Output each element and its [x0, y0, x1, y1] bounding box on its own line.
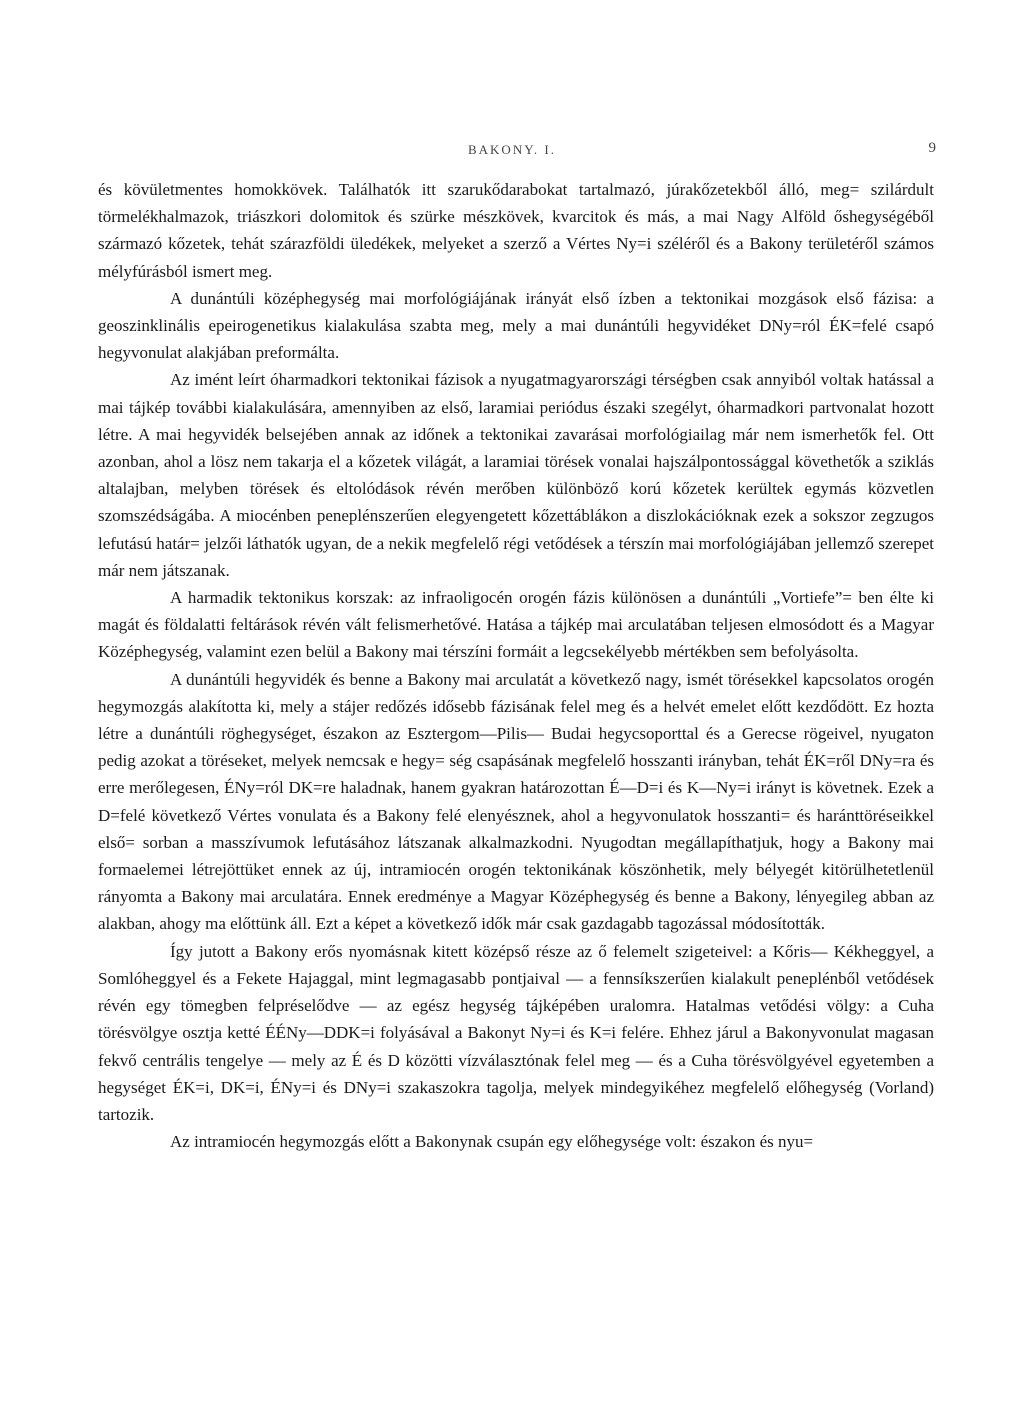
paragraph: Az intramiocén hegymozgás előtt a Bakonynak csupán egy előhegysége volt: északon és nyu= [170, 1132, 814, 1152]
paragraph: Az imént leírt óharmadkori tektonikai fázisok a nyugatmagyarországi térségben csak annyiból voltak hatással a mai tájkép további kialakulására, amennyiben az első, laramiai periódus északi szegélyt, óharmadkori partvonalat hozott létre. A mai hegyvidék belsejében annak az időnek a tektonikai zavarásai morfológiailag már nem ismerhetők fel. Ott azonban, ahol a lösz nem takarja el a kőzetek világát, a laramiai törések vonalai hajszálpontossággal követhetők a sziklás altalajban, melyben törések és eltolódások révén merőben különböző korú kőzetek kerültek egymás közvetlen szomszédságába. A miocénben peneplénszerűen elegyengetett kőzettáblákon a diszlokációknak ezek a sokszor zegzugos lefutású határ= jelzői láthatók ugyan, de a nekik megfelelő régi vetődések a térszín mai morfológiájában jellemző szerepet már nem játszanak. [98, 370, 934, 580]
paragraph: A harmadik tektonikus korszak: az infraoligocén orogén fázis különösen a dunántúli „Vortiefe”= ben élte ki magát és földalatti feltárások révén vált felismerhetővé. Hatása a tájkép mai arculatában teljesen elmosódott és a Magyar Középhegység, valamint ezen belül a Bakony mai térszíni formáit a legcsekélyebb mértékben sem befolyásolta. [98, 588, 934, 662]
running-head: BAKONY. I. [467, 142, 556, 157]
paragraph: A dunántúli hegyvidék és benne a Bakony mai arculatát a következő nagy, ismét törésekkel kapcsolatos orogén hegymozgás alakította ki, mely a stájer redőzés idősebb fázisának felel meg és a helvét emelet előtt kezdődött. Ez hozta létre a dunántúli röghegységet, északon az Esztergom—Pilis— Budai hegycsoporttal és a Gerecse rögeivel, nyugaton pedig azokat a töréseket, melyek nemcsak e hegy= ség csapásának megfelelő hosszanti irányban, tehát ÉK=ről DNy=ra és erre merőlegesen, ÉNy=ról DK=re haladnak, hanem gyakran határozottan É—D=i és K—Ny=i irányt is követnek. Ezek a D=felé következő Vértes vonulata és a Bakony felé elenyésznek, ahol a hegyvonulatok hosszanti= és haránttöréseikkel első= sorban a masszívumok lefutásához látszanak alkalmazkodni. Nyugodtan megállapíthatjuk, hogy a Bakony mai formaelemei létrejöttüket ennek az új, intramiocén orogén tektonikának köszönhetik, mely bélyegét kitörülhetetlenül rányomta a Bakony mai arculatára. Ennek eredménye a Magyar Középhegység és benne a Bakony, lényegileg abban az alakban, ahogy ma előttünk áll. Ezt a képet a következő idők már csak gazdagabb tagozással módosították. [98, 669, 934, 934]
page-number: 9 [928, 140, 936, 156]
paragraph: Így jutott a Bakony erős nyomásnak kitett középső része az ő felemelt szigeteivel: a Kőris— Kékheggyel, a Somlóheggyel és a Fekete Hajaggal, mint legmagasabb pontjaival — a fennsíkszerűen kialakult peneplénből vetődések révén egy tömegben felpréselődve — az egész hegység tájképében uralomra. Hatalmas vetődési völgy: a Cuha törésvölgye osztja ketté ÉÉNy—DDK=i folyásával a Bakonyt Ny=i és K=i felére. Ehhez járul a Bakonyvonulat magasan fekvő centrális tengelye — mely az É és D közötti vízválasztónak felel meg — és a Cuha törésvölgyével egyetemben a hegységet ÉK=i, DK=i, ÉNy=i és DNy=i szakaszokra tagolja, melyek mindegyikéhez megfelelő előhegység (Vorland) tartozik. [98, 941, 934, 1124]
paragraph: A dunántúli középhegység mai morfológiájának irányát első ízben a tektonikai mozgások első fázisa: a geoszinklinális epeirogenetikus kialakulása szabta meg, mely a mai dunántúli hegyvidéket DNy=ról ÉK=felé csapó hegyvonulat alakjában preformálta. [98, 288, 934, 363]
body-text [98, 176, 934, 1155]
paragraph-continued: és kövületmentes homokkövek. Találhatók itt szarukődarabokat tartalmazó, júrakőzetekből álló, meg= szilárdult törmelékhalmazok, triászkori dolomitok és szürke mészkövek, kvarcitok és más, a mai Nagy Alföld őshegységéből származó kőzetek, tehát szárazföldi üledékek, melyeket a szerző a Vértes Ny=i széléről és a Bakony területéről számos mélyfúrásból ismert meg. [98, 180, 934, 281]
